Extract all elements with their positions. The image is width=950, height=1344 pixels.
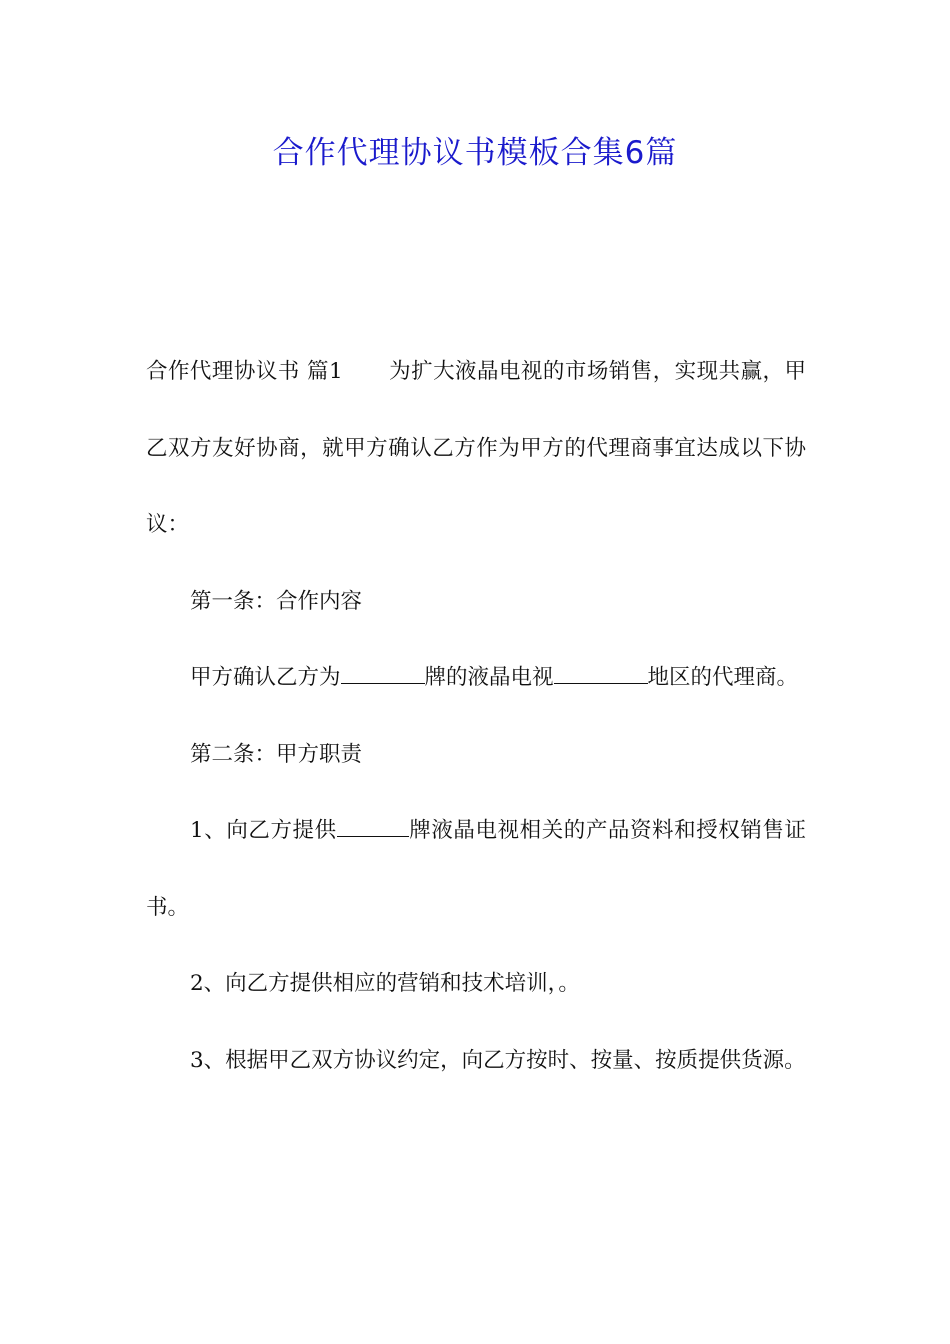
intro-paragraph xyxy=(146,334,806,564)
article2-heading: 第二条：甲方职责 xyxy=(190,741,363,767)
article1-text-a: 甲方确认乙方为 xyxy=(190,665,341,690)
item1-text-b: 牌液晶电视相关的产品资料和授权销售证书。 xyxy=(146,818,806,920)
document-body xyxy=(146,334,806,1099)
article1-heading: 第一条：合作内容 xyxy=(190,588,363,614)
item1-text-a: 1、向乙方提供 xyxy=(190,818,337,843)
brand-blank-2 xyxy=(337,816,409,837)
article2-item2: 2、向乙方提供相应的营销和技术培训，。 xyxy=(190,971,580,996)
article2-item1 xyxy=(146,793,806,946)
document-title: 合作代理协议书模板合集6篇 xyxy=(272,135,678,171)
article1-text-c: 地区的代理商。 xyxy=(647,665,799,690)
region-blank xyxy=(554,663,648,684)
article2-item3: 3、根据甲乙双方协议约定，向乙方按时、按量、按质提供货源。 xyxy=(190,1047,806,1073)
section-heading: 合作代理协议书 篇1 xyxy=(146,359,343,384)
intro-text: 为扩大液晶电视的市场销售，实现共赢，甲乙双方友好协商，就甲方确认乙方作为甲方的代理商事宜达成以下协议： xyxy=(146,359,806,537)
brand-blank xyxy=(341,663,425,684)
article1-text-b: 牌的液晶电视 xyxy=(424,665,554,690)
article1-paragraph xyxy=(146,640,806,717)
